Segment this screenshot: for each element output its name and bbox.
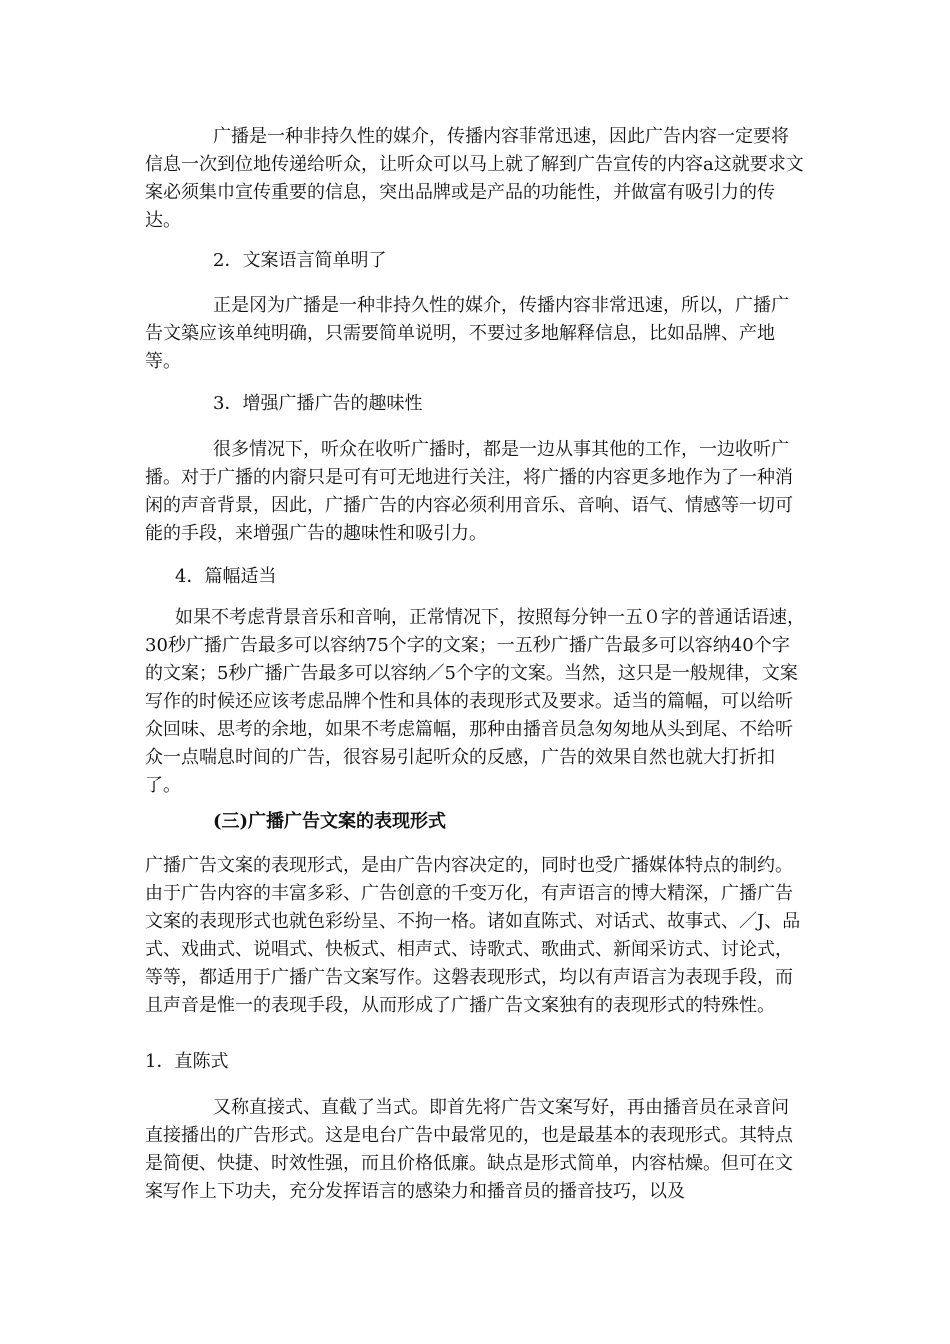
paragraph-direct: 又称直接式、直截了当式。即首先将广告文案写好，再由播音员在录音问直接播出的广告形式。这是电台广告中最常见的，也是最基本的表现形式。其特点是简便、快捷、时效性强，而且价格低廉。缺点是形式简单，内容枯燥。但可在文案写作上下功夫，充分发挥语言的感染力和播音员的播音技巧，以及 — [145, 1097, 793, 1202]
paragraph-broadcast-nonpersistent: 广播是一种非持久性的媒介，传播内容菲常迅速，因此广告内容一定要将信息一次到位地传递给听众，让听众可以马上就了解到广告宣传的内容a这就要求文案必须集巾宣传重要的信息，突出品牌或是产品的功能性，并做富有吸引力的传达。 — [145, 126, 804, 231]
heading-interest: 3．增强广播广告的趣味性 — [213, 393, 423, 414]
paragraph-interest: 很多情况下，听众在收听广播时，都是一边从事其他的工作，一边收听广播。对于广播的内窬只是可有可无地进行关注，将广播的内容更多地作为了一种消闲的声音背景，因此，广播广告的内容必须利用音乐、音响、语气、情感等一切可能的手段，来增强广告的趣味性和吸引力。 — [145, 439, 793, 544]
heading-simple-language: 2．文案语言简单明了 — [213, 250, 387, 271]
heading-direct: 1．直陈式 — [145, 1051, 229, 1072]
heading-length: 4．篇幅适当 — [175, 566, 277, 587]
paragraph-length: 如果不考虑背景音乐和音响，正常情况下，按照每分钟一五０字的普通话语速，30秒广播广告最多可以容纳75个字的文案；一五秒广播广告最多可以容纳40个字的文案；5秒广播广告最多可以容纳／5个字的文案。当然，这只是一般规律，文案写作的时候还应该考虑品牌个性和具体的表现形式及要求。适当的篇幅，可以给听众回味、思考的余地，如果不考虑篇幅，那种由播音员急匆匆地从头到尾、不给听众一点喘息时间的广告，很容易引起听众的反感，广告的效果自然也就大打折扣了。 — [145, 607, 805, 796]
section-heading-forms: (三)广播广告文案的表现形式 — [213, 811, 447, 832]
paragraph-simple-language: 正是冈为广播是一种非持久性的媒介，传播内容非常迅速，所以，广播广告文築应该单纯明确，只需要简单说明，不要过多地解释信息，比如品牌、产地等。 — [145, 295, 789, 372]
paragraph-forms: 广播广告文案的表现形式，是由广告内容决定的，同时也受广播媒体特点的制约。由于广告内容的丰富多彩、广告创意的千变万化，有声语言的博大精深，广播广告文案的表现形式也就色彩纷呈、不拘一格。诸如直陈式、对话式、故事式、／J、品式、戏曲式、说唱式、快板式、相声式、诗歌式、歌曲式、新闻采访式、讨论式，等等，都适用于广播广告文案写作。这磐表现形式，均以有声语言为表现手段，而且声音是惟一的表现手段，从而形成了广播广告文案独有的表现形式的特殊性。 — [145, 855, 801, 1016]
